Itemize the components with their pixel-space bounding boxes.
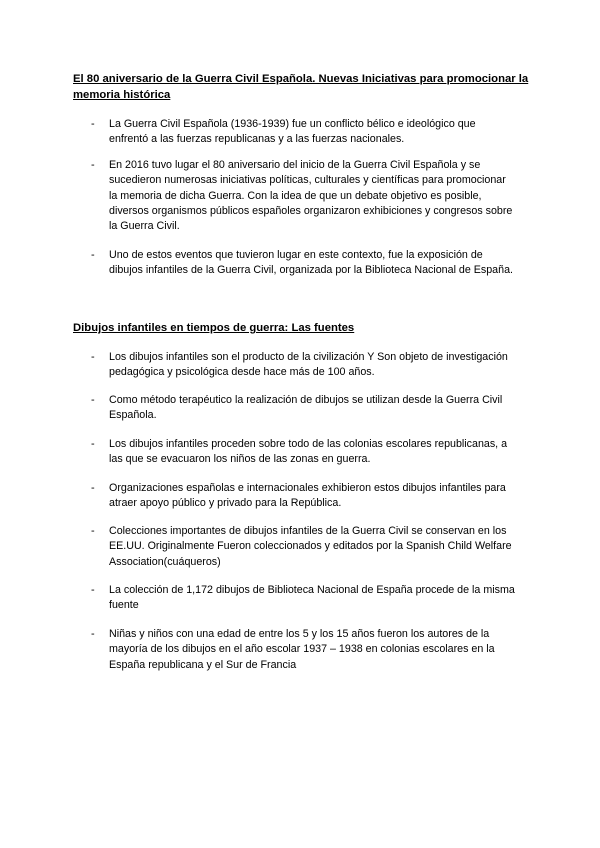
list-item-text: Como método terapéutico la realización de dibujos se utilizan desde la Guerra Civil Española. xyxy=(109,394,503,422)
section-heading-fuentes: Dibujos infantiles en tiempos de guerra: Las fuentes xyxy=(73,322,355,334)
list-item-text: La Guerra Civil Española (1936-1939) fue un conflicto bélico e ideológico que enfrentó a las fuerzas republicanas y a las fuerzas nacionales. xyxy=(109,118,476,146)
list-item-text: Organizaciones españolas e internacionales exhibieron estos dibujos infantiles para atraer apoyo público y privado para la República. xyxy=(109,482,506,510)
list-item-text: Uno de estos eventos que tuvieron lugar en este contexto, fue la exposición de dibujos infantiles de la Guerra Civil, organizada por la Biblioteca Nacional de España. xyxy=(109,249,513,277)
bullet-dash: - xyxy=(91,118,95,130)
section-heading-aniversario: El 80 aniversario de la Guerra Civil Española. Nuevas Iniciativas para promocionar la memoria histórica xyxy=(73,73,529,101)
list-item-text: Colecciones importantes de dibujos infantiles de la Guerra Civil se conservan en los EE.UU. Originalmente Fueron coleccionados y editados por la Spanish Child Welfare Association(cuáqueros) xyxy=(109,525,512,568)
bullet-dash: - xyxy=(91,394,95,406)
list-item-text: En 2016 tuvo lugar el 80 aniversario del inicio de la Guerra Civil Española y se sucedieron numerosas iniciativas políticas, culturales y científicas para promocionar la memoria de dicha Guerra. Con la idea de que un debate objetivo es posible, diversos organismos públicos españoles organizaron exhibiciones y congresos sobre la Guerra Civil. xyxy=(109,159,513,233)
bullet-dash: - xyxy=(91,525,95,537)
bullet-dash: - xyxy=(91,159,95,171)
list-item-text: Los dibujos infantiles son el producto de la civilización Y Son objeto de investigación pedagógica y psicológica desde hace más de 100 años. xyxy=(109,351,508,379)
bullet-dash: - xyxy=(91,438,95,450)
bullet-dash: - xyxy=(91,482,95,494)
bullet-dash: - xyxy=(91,584,95,596)
list-item-text: La colección de 1,172 dibujos de Biblioteca Nacional de España procede de la misma fuente xyxy=(109,584,515,612)
bullet-dash: - xyxy=(91,351,95,363)
bullet-dash: - xyxy=(91,249,95,261)
list-item-text: Los dibujos infantiles proceden sobre todo de las colonias escolares republicanas, a las que se evacuaron los niños de las zonas en guerra. xyxy=(109,438,508,466)
list-item-text: Niñas y niños con una edad de entre los 5 y los 15 años fueron los autores de la mayoría de los dibujos en el año escolar 1937 – 1938 en colonias escolares en la España republicana y el Sur de Francia xyxy=(109,628,495,671)
bullet-dash: - xyxy=(91,628,95,640)
